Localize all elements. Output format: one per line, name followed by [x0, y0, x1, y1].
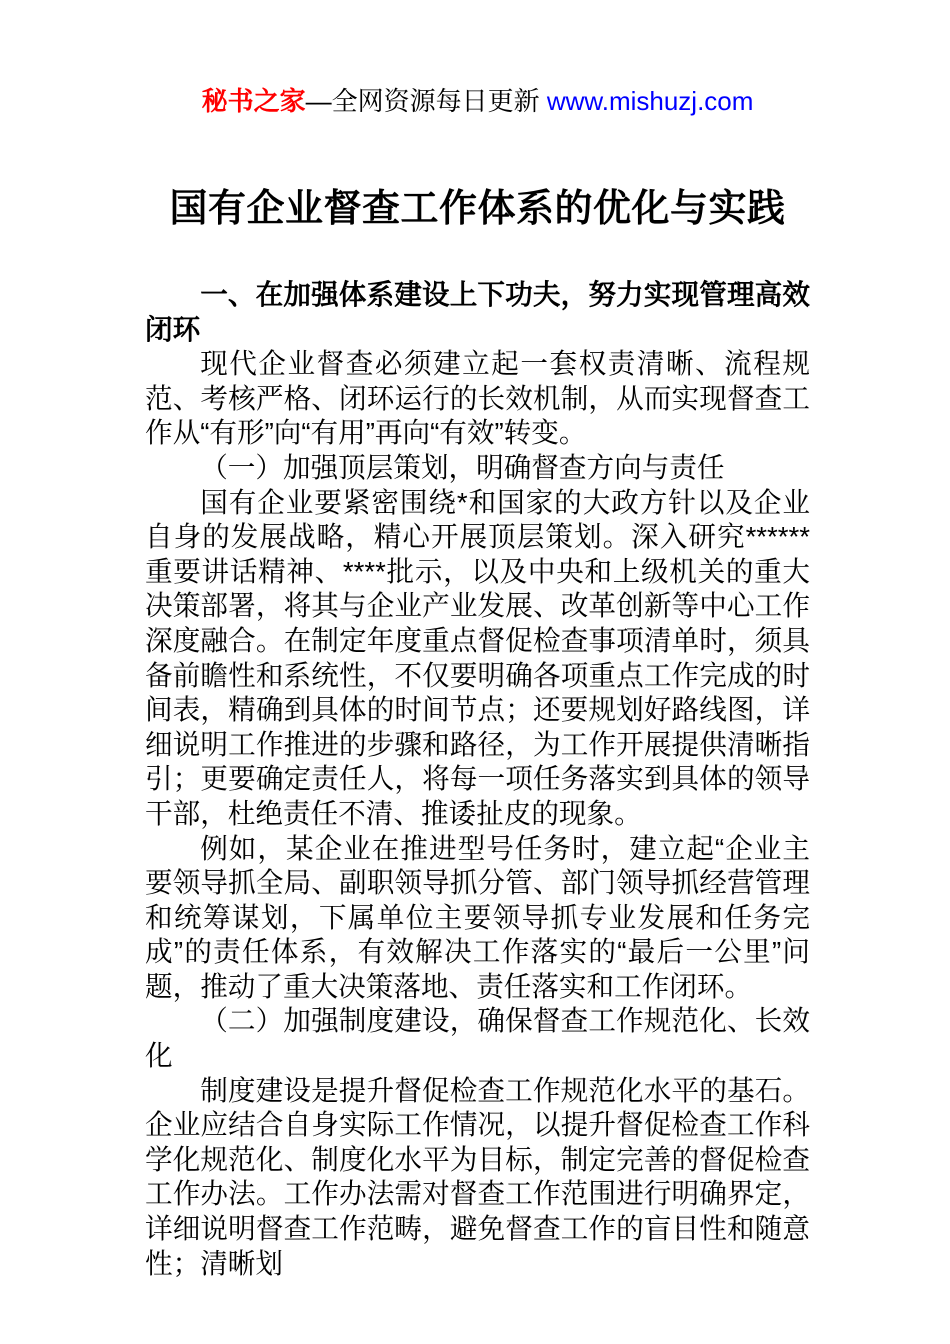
paragraph-section-heading: 一、在加强体系建设上下功夫，努力实现管理高效闭环 — [145, 279, 810, 345]
paragraph: 例如，某企业在推进型号任务时，建立起“企业主要领导抓全局、副职领导抓分管、部门领导抓经营管理和统筹谋划，下属单位主要领导抓专业发展和任务完成”的责任体系，有效解决工作落实的“最后一公里”问题，推动了重大决策落地、责任落实和工作闭环。 — [145, 832, 810, 1002]
document-body — [145, 278, 810, 1281]
paragraph-sub-heading: （二）加强制度建设，确保督查工作规范化、长效化 — [145, 1005, 810, 1072]
document-title: 国有企业督查工作体系的优化与实践 — [169, 188, 786, 230]
paragraph-sub-heading: （一）加强顶层策划，明确督查方向与责任 — [200, 451, 725, 483]
paragraph: 国有企业要紧密围绕*和国家的大政方针以及企业自身的发展战略，精心开展顶层策划。深入研究******重要讲话精神、****批示，以及中央和上级机关的重大决策部署，将其与企业产业发展、改革创新等中心工作深度融合。在制定年度重点督促检查事项清单时，须具备前瞻性和系统性，不仅要明确各项重点工作完成的时间表，精确到具体的时间节点；还要规划好路线图，详细说明工作推进的步骤和路径，为工作开展提供清晰指引；更要确定责任人，将每一项任务落实到具体的领导干部，杜绝责任不清、推诿扯皮的现象。 — [145, 486, 810, 829]
site-brand: 秘书之家 — [201, 86, 306, 116]
site-tagline: —全网资源每日更新 — [305, 86, 547, 116]
site-header — [145, 0, 810, 116]
paragraph: 现代企业督查必须建立起一套权责清晰、流程规范、考核严格、闭环运行的长效机制，从而实现督查工作从“有形”向“有用”再向“有效”转变。 — [145, 348, 810, 449]
paragraph: 制度建设是提升督促检查工作规范化水平的基石。企业应结合自身实际工作情况，以提升督促检查工作科学化规范化、制度化水平为目标，制定完善的督促检查工作办法。工作办法需对督查工作范围进行明确界定，详细说明督查工作范畴，避免督查工作的盲目性和随意性；清晰划 — [145, 1074, 810, 1279]
site-url-link[interactable]: www.mishuzj.com — [546, 86, 754, 116]
